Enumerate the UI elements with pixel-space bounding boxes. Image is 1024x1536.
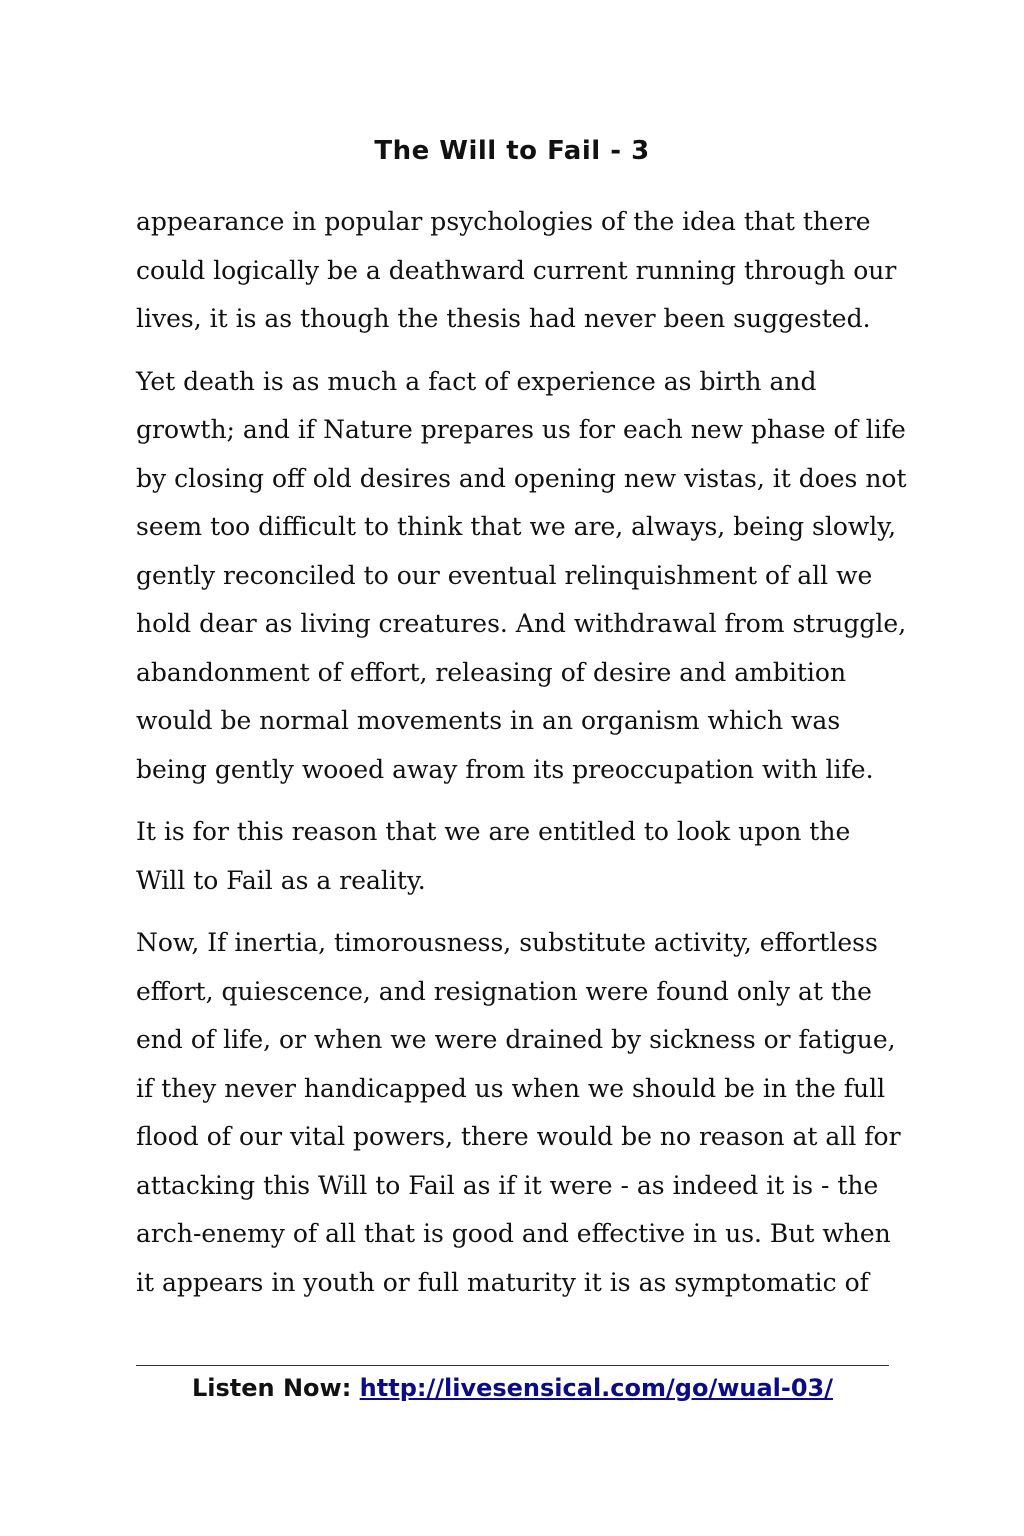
- text-line: appearance in popular psychologies of the idea that there: [136, 207, 871, 236]
- text-line: if they never handicapped us when we should be in the full: [136, 1073, 886, 1103]
- paragraph-2: [136, 358, 907, 795]
- paragraph-3: [136, 808, 896, 905]
- text-line: seem too difficult to think that we are, always, being slowly,: [136, 512, 897, 541]
- text-line: being gently wooed away from its preoccupation with life.: [136, 754, 874, 784]
- text-line: abandonment of effort, releasing of desire and ambition: [136, 657, 847, 687]
- text-line: growth; and if Nature prepares us for each new phase of life: [136, 415, 906, 444]
- footer-label: Listen Now:: [191, 1374, 360, 1402]
- text-line: by closing off old desires and opening new vistas, it does not: [136, 463, 907, 493]
- text-line: effort, quiescence, and resignation were found only at the: [136, 976, 872, 1006]
- body-text: [136, 198, 907, 1321]
- text-line: lives, it is as though the thesis had never been suggested.: [136, 304, 871, 333]
- paragraph-4: [136, 919, 901, 1307]
- paragraph-1: [136, 198, 896, 344]
- text-line: end of life, or when we were drained by sickness or fatigue,: [136, 1025, 896, 1054]
- text-line: could logically be a deathward current running through our: [136, 255, 897, 285]
- text-line: Now, If inertia, timorousness, substitute activity, effortless: [136, 928, 878, 957]
- footer: [136, 1374, 889, 1402]
- text-line: flood of our vital powers, there would be no reason at all for: [136, 1122, 901, 1151]
- text-line: would be normal movements in an organism which was: [136, 706, 841, 735]
- listen-now-link[interactable]: http://livesensical.com/go/wual-03/: [359, 1374, 834, 1402]
- text-line: gently reconciled to our eventual relinquishment of all we: [136, 560, 873, 590]
- page-title: The Will to Fail - 3: [374, 136, 650, 166]
- text-line: Will to Fail as a reality.: [136, 865, 426, 895]
- text-line: It is for this reason that we are entitled to look upon the: [136, 817, 851, 846]
- text-line: arch-enemy of all that is good and effective in us. But when: [136, 1219, 891, 1248]
- text-line: attacking this Will to Fail as if it were - as indeed it is - the: [136, 1170, 879, 1200]
- footer-divider: [136, 1365, 889, 1366]
- text-line: hold dear as living creatures. And withdrawal from struggle,: [136, 609, 907, 638]
- text-line: it appears in youth or full maturity it is as symptomatic of: [136, 1267, 869, 1297]
- text-line: Yet death is as much a fact of experience as birth and: [136, 366, 817, 396]
